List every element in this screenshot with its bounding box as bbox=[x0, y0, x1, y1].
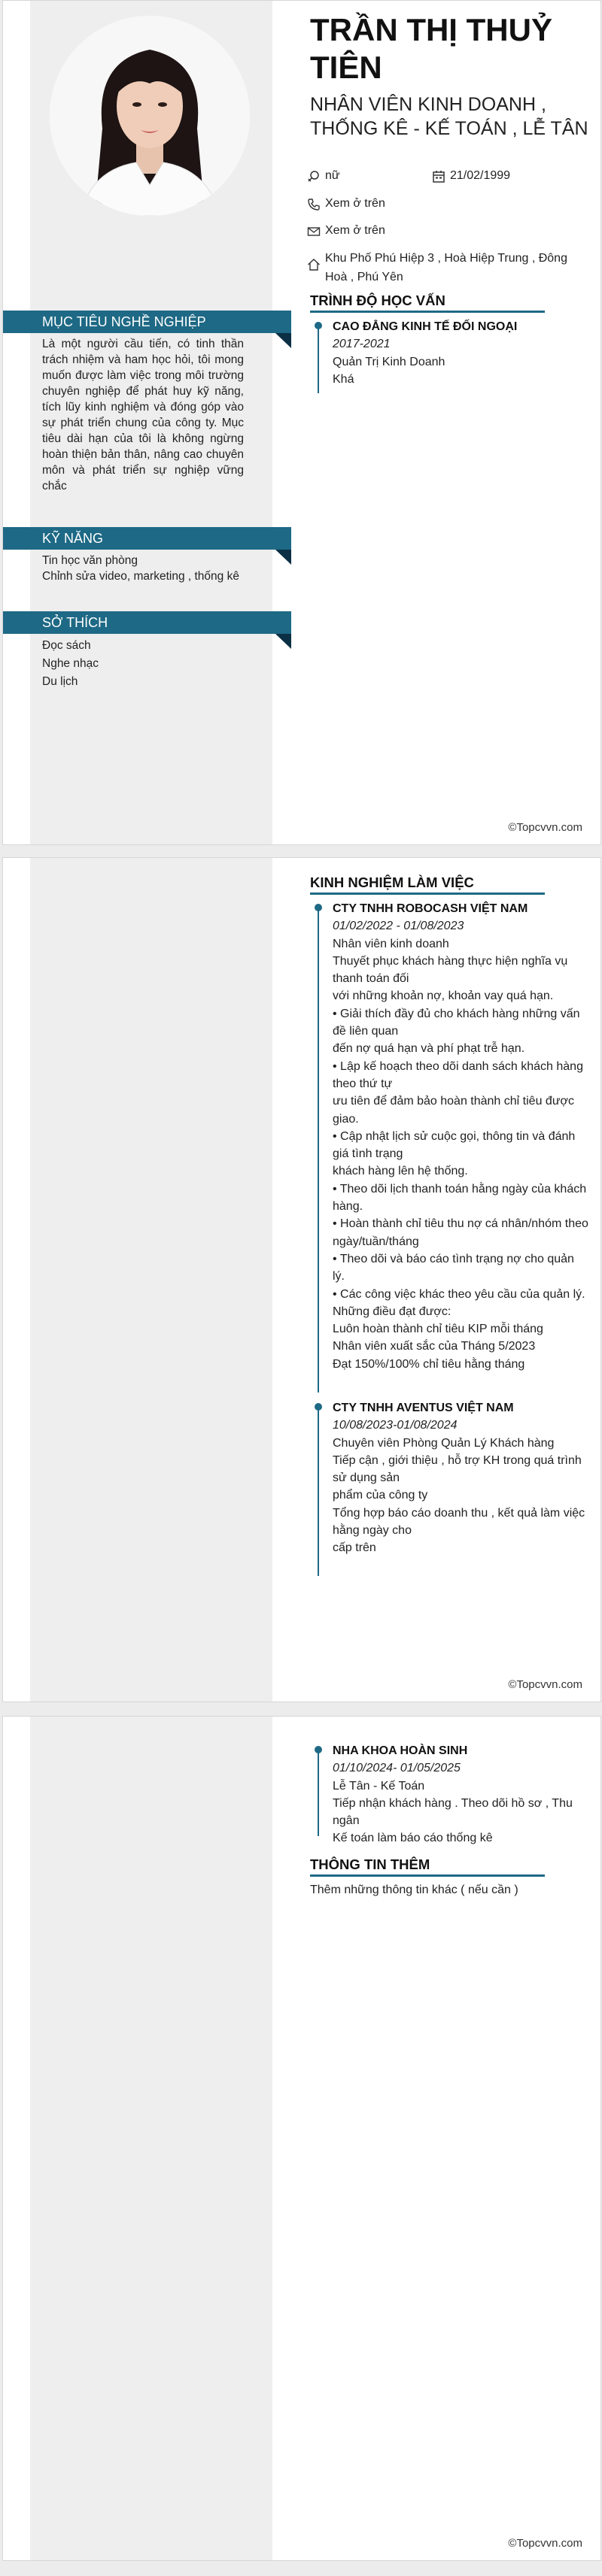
candidate-name: TRẦN THỊ THUỶ TIÊN bbox=[310, 12, 552, 85]
phone-value: Xem ở trên bbox=[325, 197, 385, 210]
experience-entry-2 bbox=[310, 1399, 588, 1576]
education-title: TRÌNH ĐỘ HỌC VẤN bbox=[310, 292, 545, 313]
description-line: • Theo dõi và báo cáo tình trạng nợ cho quản lý. bbox=[333, 1252, 574, 1283]
hobby-item: Nghe nhạc bbox=[42, 657, 99, 670]
description-line: Đạt 150%/100% chỉ tiêu hằng tháng bbox=[333, 1357, 525, 1371]
description-line: Tổng hợp báo cáo doanh thu , kết quả làm việc hằng ngày cho bbox=[333, 1506, 585, 1538]
objective-header bbox=[3, 311, 291, 333]
description-line: Nhân viên xuất sắc của Tháng 5/2023 bbox=[333, 1340, 536, 1353]
job-period: 01/02/2022 - 01/08/2023 bbox=[333, 920, 464, 933]
objective-text: Là một người cầu tiến, có tinh thần trách nhiệm và ham học hỏi, tôi mong muốn được làm việc trong môi trường chuyên nghiệp để phát huy kỹ năng, tích lũy kinh nghiệm và đóng góp vào sự phát triển chung của công ty. Mục tiêu dài hạn của tôi là không ngừng hoàn thiện bản thân, nâng cao chuyên môn và phát triển sự nghiệp vững chắc bbox=[42, 338, 244, 492]
job-period: 10/08/2023-01/08/2024 bbox=[333, 1419, 458, 1432]
mail-icon bbox=[307, 225, 321, 238]
hobby-item: Du lịch bbox=[42, 675, 78, 688]
home-icon bbox=[307, 258, 321, 271]
address-value: Khu Phố Phú Hiệp 3 , Hoà Hiệp Trung , Đông Hoà , Phú Yên bbox=[325, 252, 567, 283]
experience-title: KINH NGHIỆM LÀM VIỆC bbox=[310, 874, 545, 895]
sidebar bbox=[30, 1717, 272, 2560]
hobbies-title: SỞ THÍCH bbox=[42, 615, 108, 630]
band-fold bbox=[275, 333, 291, 348]
job-position: Lễ Tân - Kế Toán bbox=[333, 1779, 425, 1793]
band-fold bbox=[275, 634, 291, 649]
school-period: 2017-2021 bbox=[333, 338, 391, 351]
sidebar bbox=[30, 858, 272, 1702]
timeline-line bbox=[318, 1750, 319, 1836]
job-description bbox=[333, 1452, 588, 1557]
band-fold bbox=[275, 550, 291, 565]
description-line: • Hoàn thành chỉ tiêu thu nợ cá nhân/nhóm theo bbox=[333, 1217, 588, 1231]
birthdate-value: 21/02/1999 bbox=[450, 169, 511, 182]
school-major: Quản Trị Kinh Doanh bbox=[333, 355, 445, 368]
email-info bbox=[307, 223, 385, 239]
description-line: đến nợ quá hạn và phí phạt trễ hạn. bbox=[333, 1042, 525, 1056]
description-line: Luôn hoàn thành chỉ tiêu KIP mỗi tháng bbox=[333, 1323, 543, 1336]
description-line: • Cập nhật lịch sử cuộc gọi, thông tin và đánh giá tình trạng bbox=[333, 1129, 576, 1161]
birthdate-info bbox=[432, 168, 510, 184]
job-description bbox=[333, 1795, 588, 1847]
description-line: Kế toán làm báo cáo thống kê bbox=[333, 1832, 493, 1845]
description-line: cấp trên bbox=[333, 1541, 376, 1555]
gender-info bbox=[307, 168, 340, 184]
school-name: CAO ĐẲNG KINH TẾ ĐỐI NGOẠI bbox=[333, 320, 518, 333]
skills-title: KỸ NĂNG bbox=[42, 531, 104, 546]
company-name: CTY TNHH ROBOCASH VIỆT NAM bbox=[333, 902, 528, 915]
skill-item: Tin học văn phòng bbox=[42, 554, 138, 567]
objective-title: MỤC TIÊU NGHỀ NGHIỆP bbox=[42, 314, 206, 329]
school-grade: Khá bbox=[333, 372, 354, 386]
address-info bbox=[307, 249, 572, 286]
page-footer: ©Topcvvn.com bbox=[508, 1678, 582, 1691]
description-line: • Theo dõi lịch thanh toán hằng ngày của khách hàng. bbox=[333, 1182, 587, 1214]
page-footer: ©Topcvvn.com bbox=[508, 821, 582, 834]
job-description bbox=[333, 953, 588, 1373]
experience-entry-3 bbox=[310, 1742, 588, 1845]
cv-page-2 bbox=[2, 857, 601, 1702]
timeline-line bbox=[318, 1407, 319, 1576]
description-line: • Giải thích đầy đủ cho khách hàng những vấn đề liên quan bbox=[333, 1007, 580, 1038]
timeline-line bbox=[318, 908, 319, 1393]
job-period: 01/10/2024- 01/05/2025 bbox=[333, 1762, 461, 1775]
additional-info-title: THÔNG TIN THÊM bbox=[310, 1856, 545, 1877]
education-entry bbox=[310, 318, 588, 393]
gender-icon bbox=[307, 170, 321, 183]
skills-header bbox=[3, 527, 291, 550]
skills-list bbox=[42, 553, 244, 584]
phone-icon bbox=[307, 198, 321, 211]
description-line: • Lập kế hoạch theo dõi danh sách khách hàng theo thứ tự bbox=[333, 1059, 583, 1090]
calendar-icon bbox=[432, 170, 445, 183]
description-line: với những khoản nợ, khoản vay quá hạn. bbox=[333, 989, 554, 1003]
company-name: NHA KHOA HOÀN SINH bbox=[333, 1744, 468, 1757]
page-footer: ©Topcvvn.com bbox=[508, 2537, 582, 2550]
cv-page-1 bbox=[2, 0, 601, 845]
description-line: Tiếp nhận khách hàng . Theo dõi hồ sơ , Thu ngân bbox=[333, 1796, 573, 1828]
job-position: Chuyên viên Phòng Quản Lý Khách hàng bbox=[333, 1436, 555, 1450]
description-line: ưu tiên để đảm bảo hoàn thành chỉ tiêu được giao. bbox=[333, 1095, 575, 1126]
description-line: • Các công việc khác theo yêu cầu của quản lý. bbox=[333, 1287, 585, 1301]
hobby-item: Đọc sách bbox=[42, 639, 91, 652]
job-title: NHÂN VIÊN KINH DOANH , THỐNG KÊ - KẾ TOÁN , LỄ TÂN bbox=[310, 94, 588, 139]
timeline-line bbox=[318, 326, 319, 393]
additional-info-text: Thêm những thông tin khác ( nếu cần ) bbox=[310, 1884, 518, 1896]
email-value: Xem ở trên bbox=[325, 224, 385, 237]
gender-value: nữ bbox=[325, 169, 340, 182]
experience-entry-1 bbox=[310, 900, 588, 1393]
hobbies-list bbox=[42, 637, 244, 691]
skill-item: Chỉnh sửa video, marketing , thống kê bbox=[42, 570, 239, 583]
description-line: Tiếp cận , giới thiệu , hỗ trợ KH trong quá trình sử dụng sản bbox=[333, 1453, 582, 1485]
profile-photo bbox=[50, 16, 250, 216]
phone-info bbox=[307, 195, 385, 212]
description-line: Những điều đạt được: bbox=[333, 1305, 451, 1318]
description-line: Thuyết phục khách hàng thực hiện nghĩa vụ thanh toán đối bbox=[333, 954, 568, 986]
company-name: CTY TNHH AVENTUS VIỆT NAM bbox=[333, 1402, 514, 1414]
job-position: Nhân viên kinh doanh bbox=[333, 937, 449, 950]
description-line: khách hàng lên hệ thống. bbox=[333, 1165, 468, 1178]
cv-page-3 bbox=[2, 1716, 601, 2561]
description-line: phẩm của công ty bbox=[333, 1489, 428, 1502]
hobbies-header bbox=[3, 611, 291, 634]
description-line: ngày/tuần/tháng bbox=[333, 1235, 419, 1248]
